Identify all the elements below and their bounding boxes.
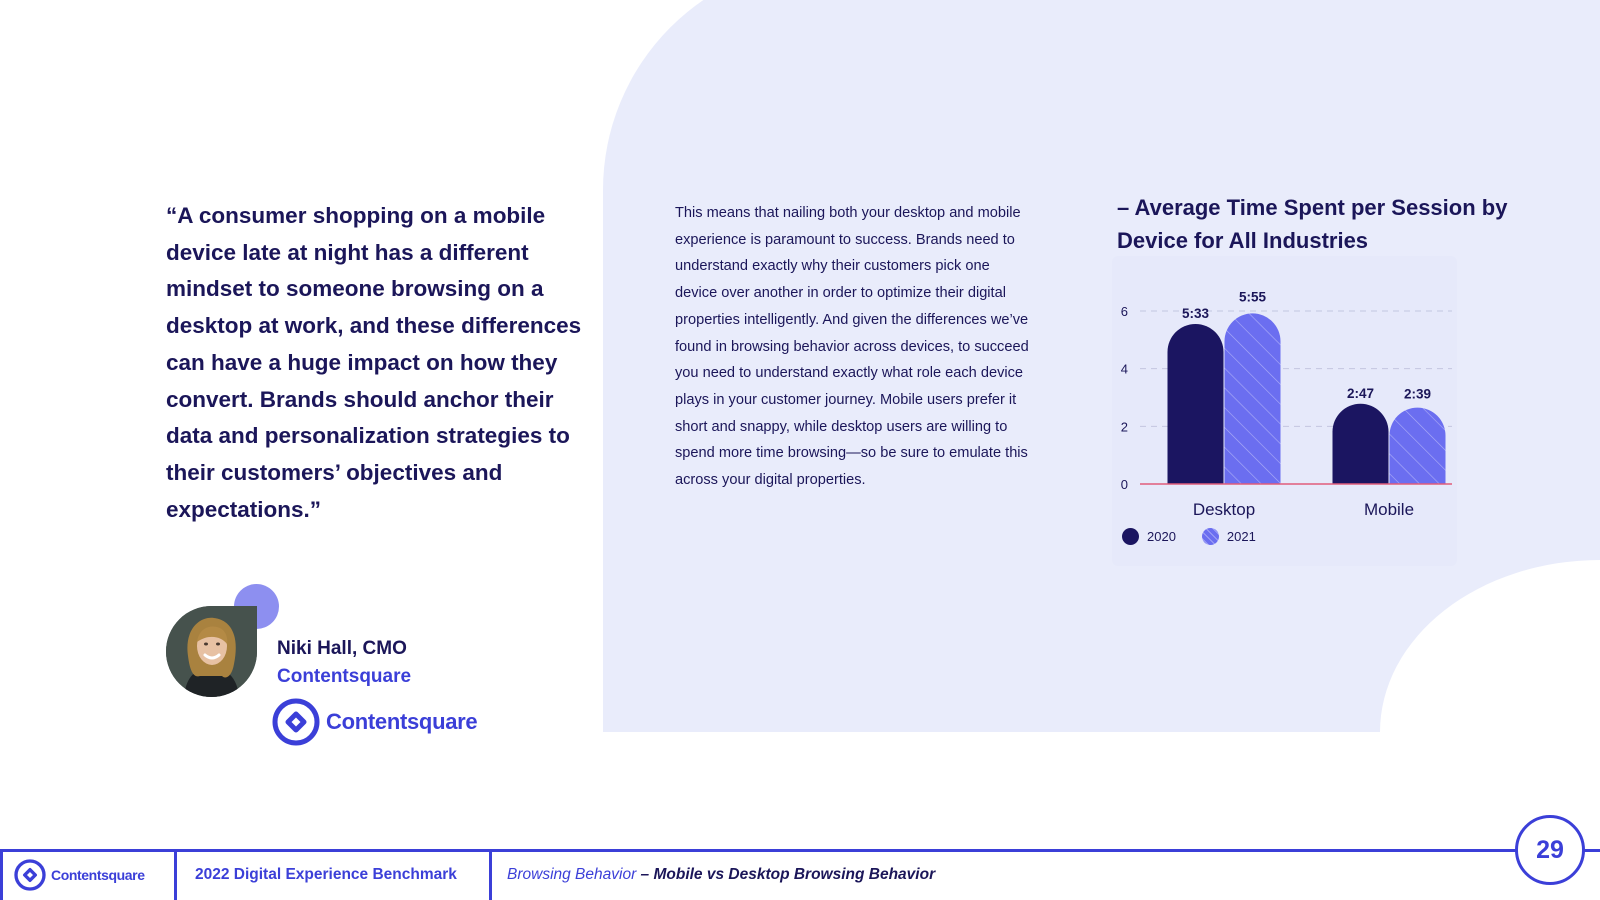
y-tick-label: 2: [1120, 419, 1128, 435]
data-label: 2:47: [1346, 385, 1375, 401]
footer-section-label: Browsing Behavior: [507, 866, 637, 883]
legend-item-2021: [1202, 528, 1256, 545]
author-company: Contentsquare: [277, 666, 412, 687]
x-tick-label: Desktop: [1192, 500, 1256, 519]
y-tick-label: 4: [1120, 361, 1128, 377]
logo-wordmark: Contentsquare: [326, 709, 478, 734]
bar-desktop-2021: [1225, 313, 1281, 484]
legend-item-2020: [1122, 528, 1176, 545]
page-number: 29: [1515, 815, 1585, 885]
footer-logo[interactable]: [14, 859, 145, 891]
legend-swatch-2021: [1202, 528, 1219, 545]
footer-report-title[interactable]: 2022 Digital Experience Benchmark: [195, 866, 457, 883]
data-label: 2:39: [1403, 386, 1432, 402]
bar-desktop-2020: [1168, 324, 1224, 484]
pull-quote: “A consumer shopping on a mobile device late at night has a different mindset to someone browsing on a desktop at work, and these differences can have a huge impact on how they convert. Brands should anchor their data and personalization strategies to their customers’ objectives and expectations.”: [166, 203, 582, 522]
footer-breadcrumb[interactable]: [507, 866, 935, 884]
bar-mobile-2020: [1333, 404, 1389, 484]
chart-title: – Average Time Spent per Session by Device for All Industries: [1117, 195, 1508, 253]
legend-label-2020: 2020: [1147, 529, 1176, 544]
footer-logo-wordmark: Contentsquare: [51, 867, 145, 883]
bar-mobile-2021: [1390, 408, 1446, 484]
footer-separator: [489, 852, 492, 900]
footer-edge: [0, 852, 3, 900]
body-paragraph: This means that nailing both your desktop and mobile experience is paramount to success. Brands need to understand exactly why their customers pick one device over another in order to optimize their digital properties intelligently. And given the differences we’ve found in browsing behavior across devices, to succeed you need to understand exactly what role each device plays in your customer journey. Mobile users prefer it short and snappy, while desktop users are willing to spend more time browsing—so be sure to emulate this across your digital properties.: [675, 205, 1029, 489]
x-tick-label: Mobile: [1363, 500, 1415, 519]
author-name: Niki Hall, CMO: [277, 638, 407, 659]
footer-divider: [0, 849, 1600, 852]
footer-separator: [174, 852, 177, 900]
y-tick-label: 6: [1120, 304, 1128, 319]
bar-chart: [1112, 256, 1457, 566]
data-label: 5:33: [1181, 305, 1210, 321]
data-label: 5:55: [1238, 289, 1267, 305]
y-tick-label: 0: [1120, 477, 1128, 492]
contentsquare-logo-icon: [14, 859, 46, 891]
avatar: [166, 606, 257, 697]
person-photo: [166, 606, 257, 697]
footer-subsection-label: – Mobile vs Desktop Browsing Behavior: [636, 866, 936, 883]
legend-swatch-2020: [1122, 528, 1139, 545]
legend-label-2021: 2021: [1226, 529, 1256, 544]
company-logo: [272, 698, 477, 746]
chart-legend: [1122, 528, 1256, 545]
contentsquare-logo-icon: [272, 698, 320, 746]
